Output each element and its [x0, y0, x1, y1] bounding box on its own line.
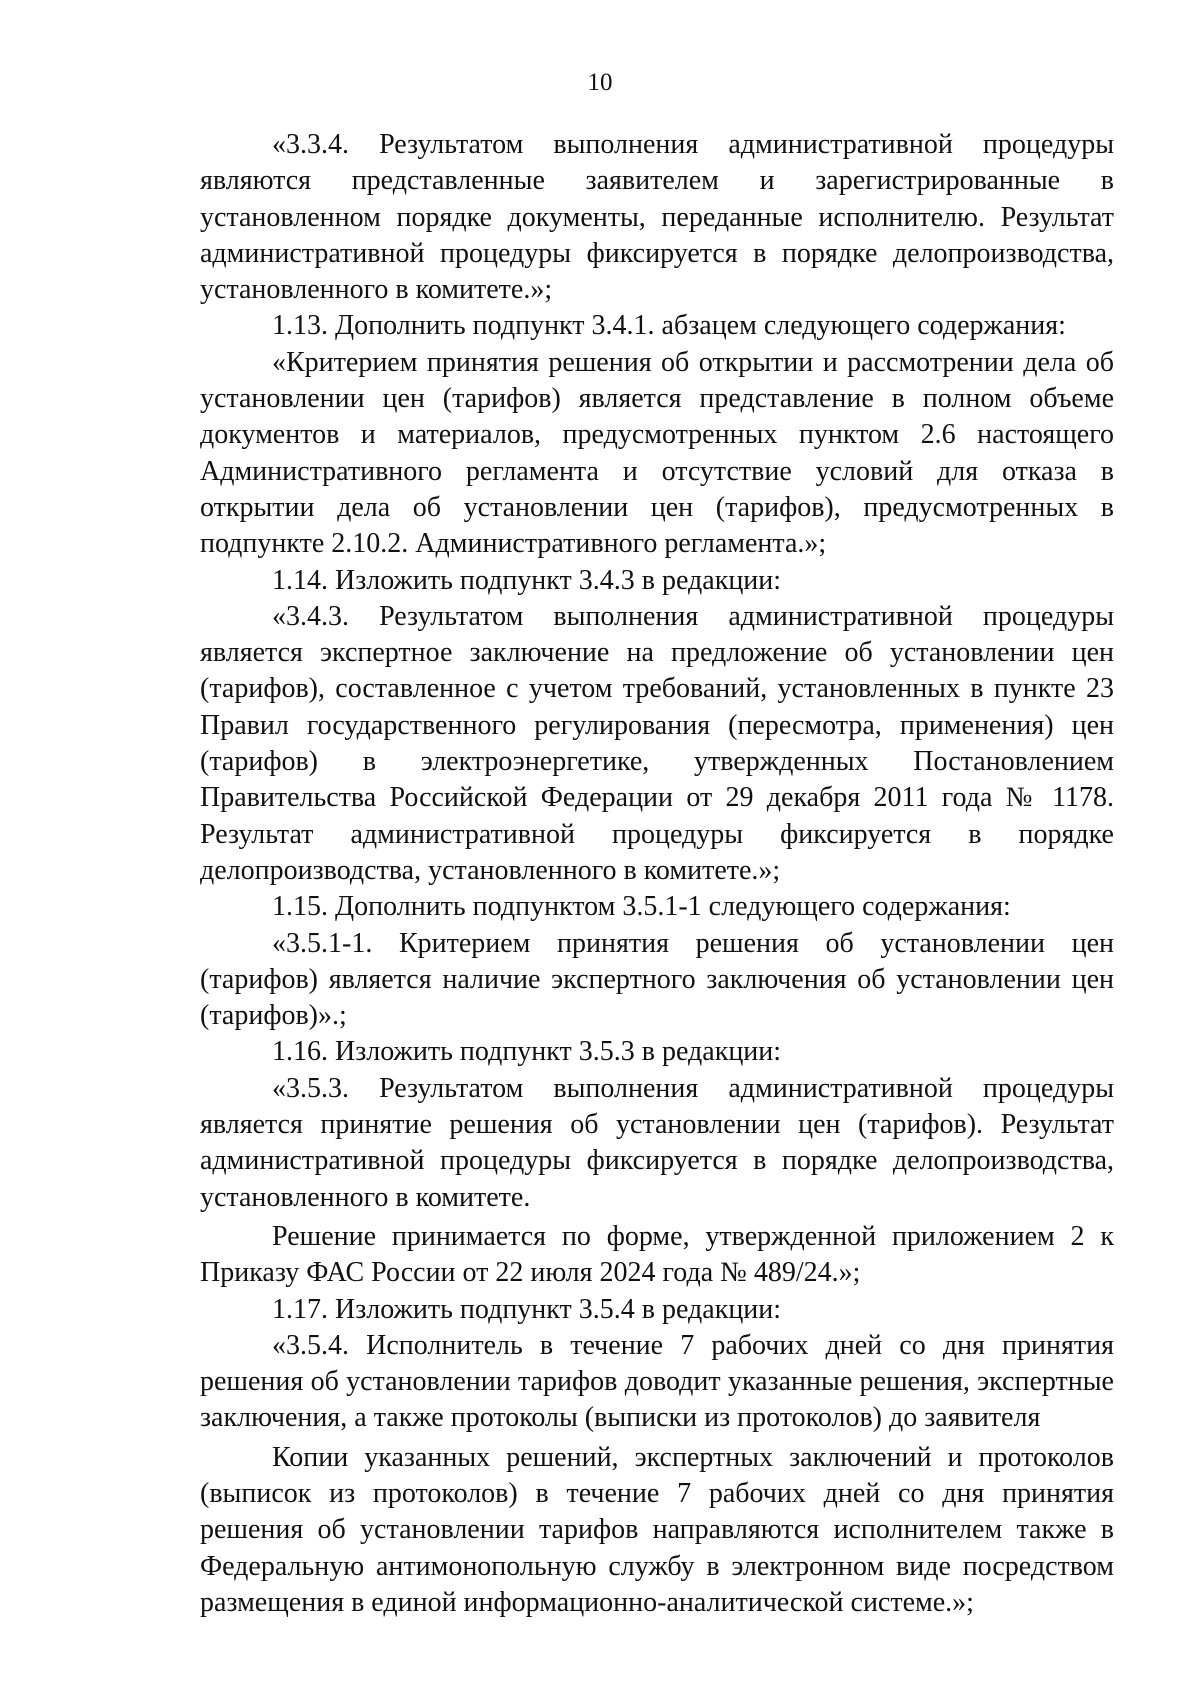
paragraph-1-13: 1.13. Дополнить подпункт 3.4.1. абзацем следующего содержания: — [272, 310, 1066, 342]
page-number: 10 — [587, 69, 613, 96]
document-body — [200, 127, 1114, 1621]
paragraph-3-4-3: «3.4.3. Результатом выполнения административной процедуры является экспертное заключение на предложение об установлении цен (тарифов), составленное с учетом требований, установленных в пункте 23 Правил государственного регулирования (пересмотра, применения) цен (тарифов) в электроэнергетике, утвержденных Постановлением Правительства Российской Федерации от 29 декабря 2011 года № 1178. Результат административной процедуры фиксируется в порядке делопроизводства, установленного в комитете.»; — [200, 600, 1114, 886]
paragraph-copies: Копии указанных решений, экспертных заключений и протоколов (выписок из протоколов) в течение 7 рабочих дней со дня принятия решения об установлении тарифов направляются исполнителем также в Федеральную антимонопольную службу в электронном виде посредством размещения в единой информационно-аналитической системе.»; — [200, 1441, 1114, 1618]
paragraph-decision-form: Решение принимается по форме, утвержденной приложением 2 к Приказу ФАС России от 22 июля 2024 года № 489/24.»; — [200, 1220, 1114, 1289]
paragraph-1-15: 1.15. Дополнить подпунктом 3.5.1-1 следующего содержания: — [272, 891, 1011, 923]
paragraph-3-3-4: «3.3.4. Результатом выполнения административной процедуры являются представленные заявителем и зарегистрированные в установленном порядке документы, переданные исполнителю. Результат административной процедуры фиксируется в порядке делопроизводства, установленного в комитете.»; — [200, 129, 1114, 306]
paragraph-3-5-4: «3.5.4. Исполнитель в течение 7 рабочих дней со дня принятия решения об установлении тарифов доводит указанные решения, экспертные заключения, а также протоколы (выписки из протоколов) до заявителя — [200, 1329, 1114, 1434]
paragraph-1-16: 1.16. Изложить подпункт 3.5.3 в редакции: — [272, 1036, 782, 1068]
paragraph-1-14: 1.14. Изложить подпункт 3.4.3 в редакции: — [272, 564, 782, 596]
paragraph-1-17: 1.17. Изложить подпункт 3.5.4 в редакции: — [272, 1293, 782, 1325]
paragraph-3-5-1-1: «3.5.1-1. Критерием принятия решения об установлении цен (тарифов) является наличие экспертного заключения об установлении цен (тарифов)».; — [200, 927, 1114, 1032]
paragraph-criterion-opening: «Критерием принятия решения об открытии и рассмотрении дела об установлении цен (тарифов) является представление в полном объеме документов и материалов, предусмотренных пунктом 2.6 настоящего Административного регламента и отсутствие условий для отказа в открытии дела об установлении цен (тарифов), предусмотренных в подпункте 2.10.2. Административного регламента.»; — [200, 346, 1114, 560]
paragraph-3-5-3: «3.5.3. Результатом выполнения административной процедуры является принятие решения об установлении цен (тарифов). Результат административной процедуры фиксируется в порядке делопроизводства, установленного в комитете. — [200, 1072, 1114, 1213]
